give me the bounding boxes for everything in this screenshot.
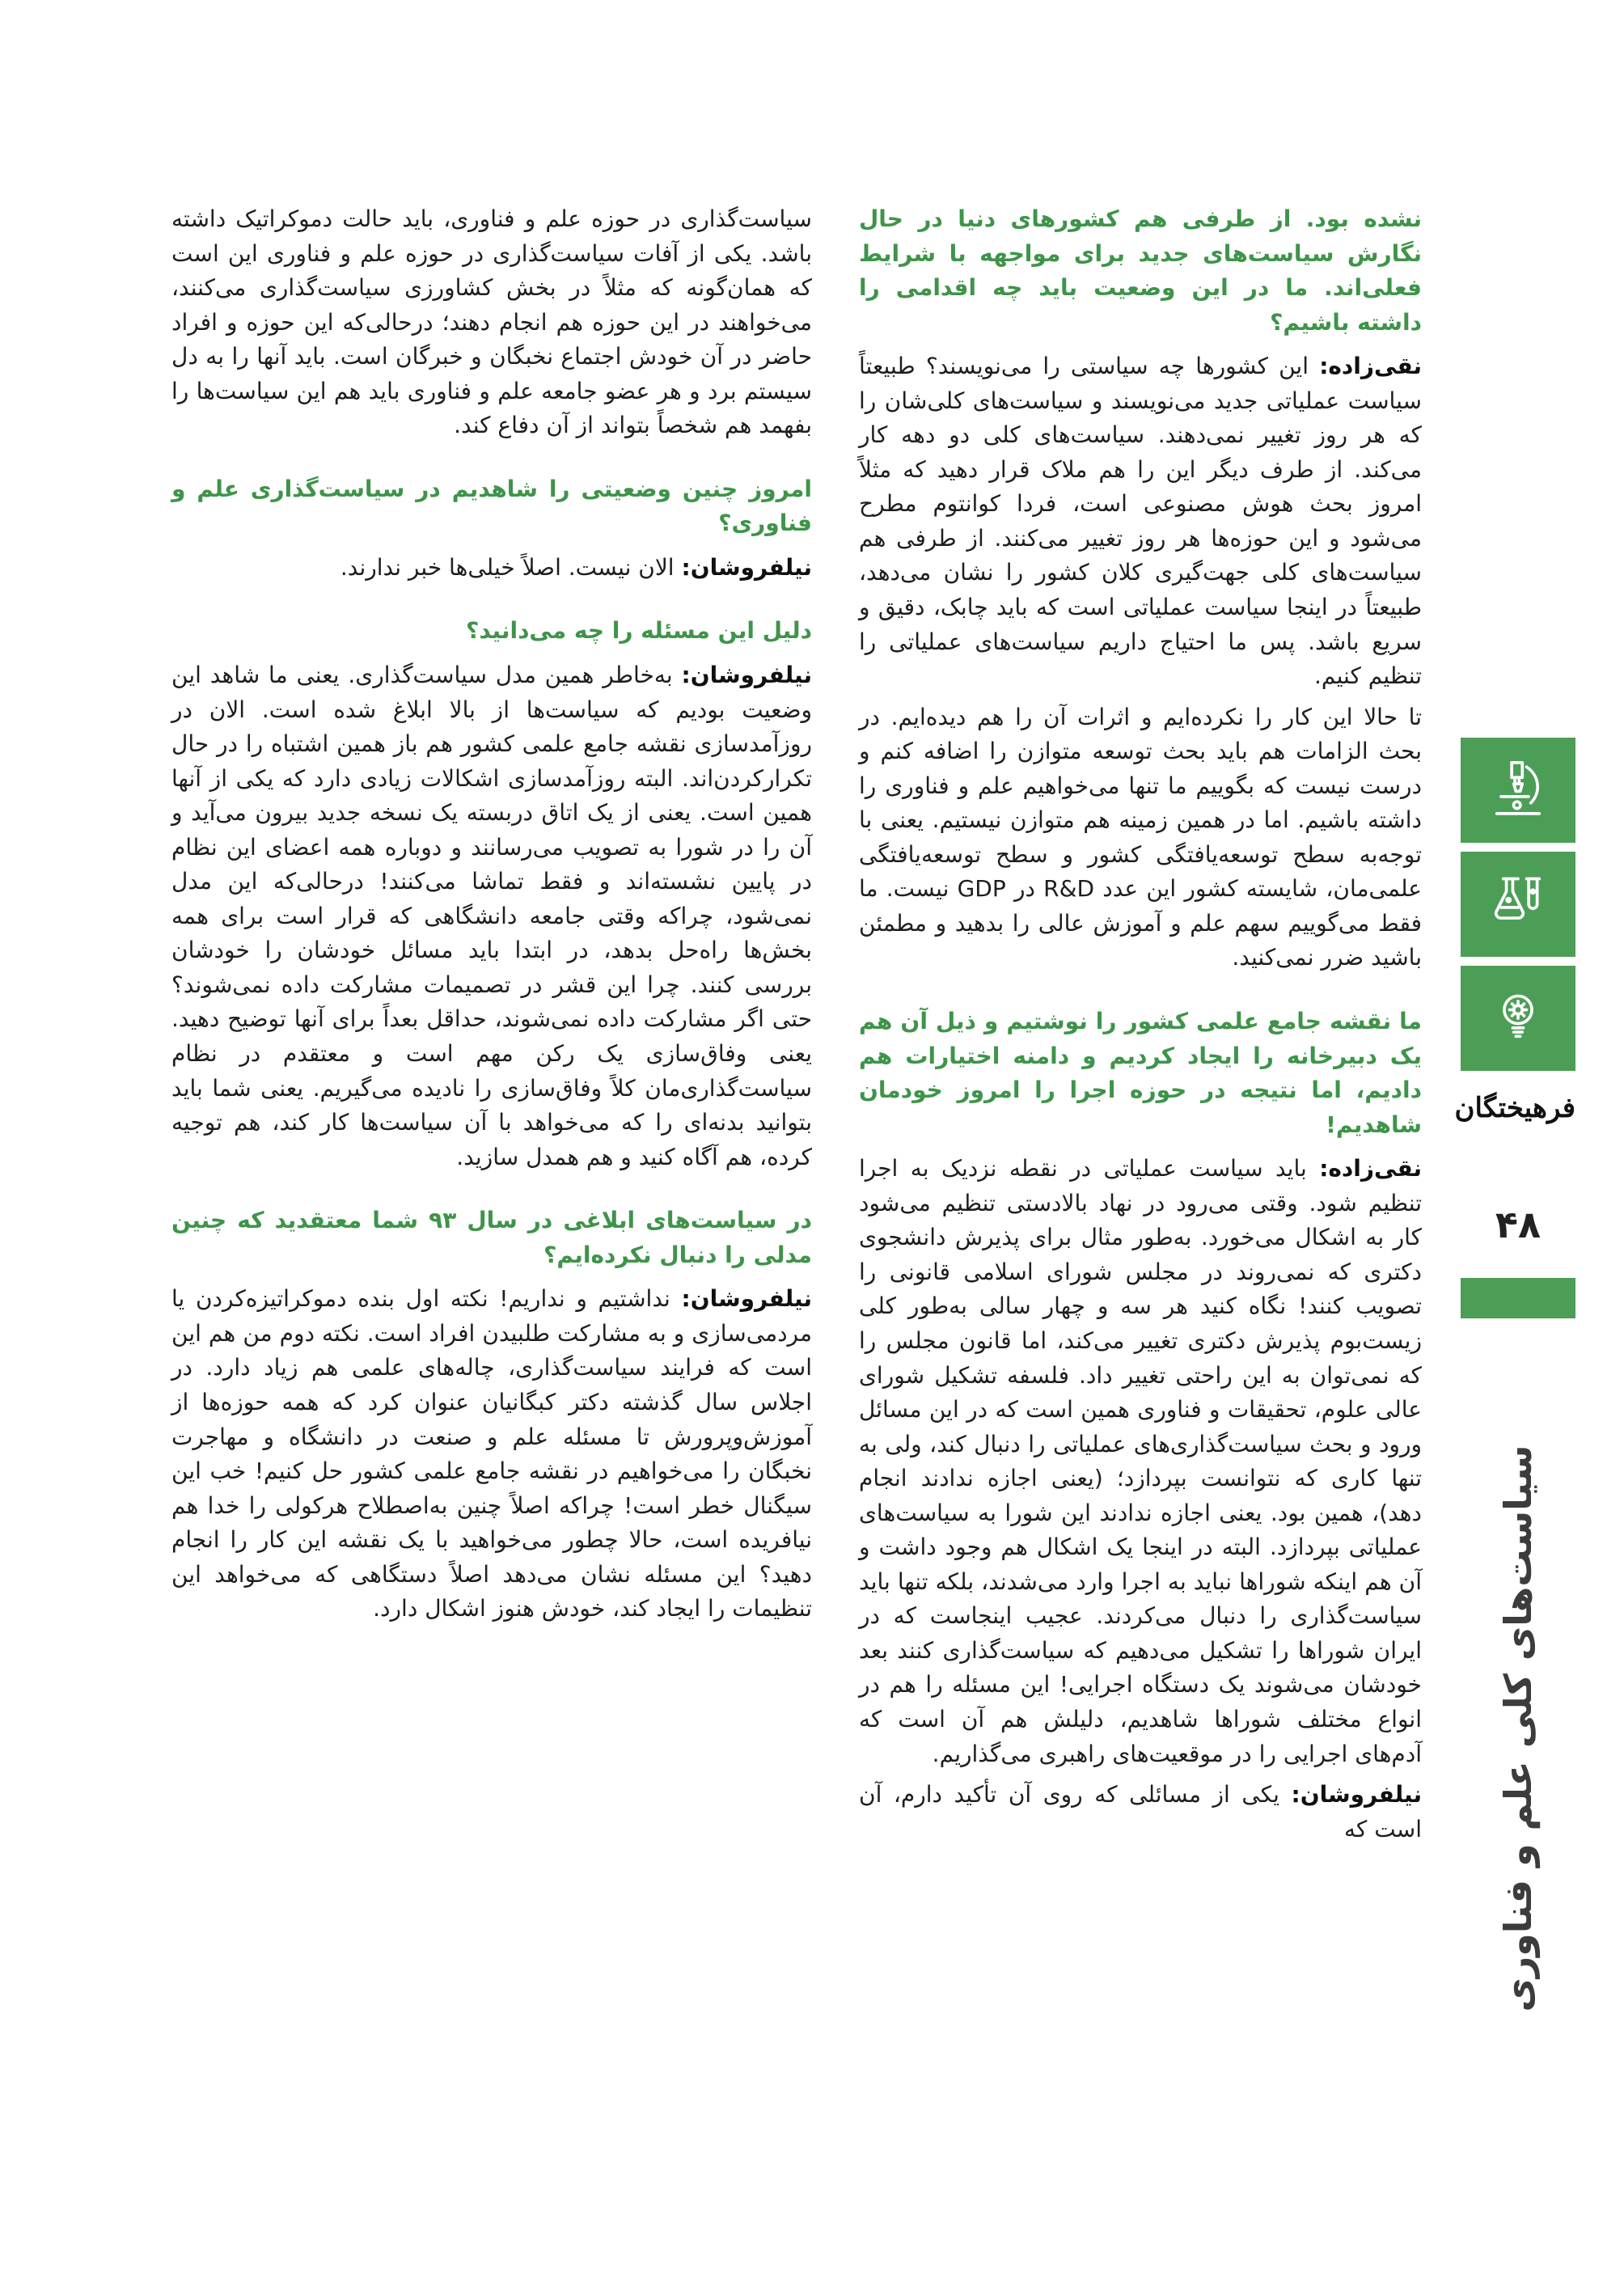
body-paragraph: سیاست‌گذاری در حوزه علم و فناوری، باید حالت دموکراتیک داشته باشد. یکی از آفات سیاست‌گذاری در حوزه علم و فناوری این است که همان‌گونه که مثلاً در بخش کشاورزی سیاست‌گذاری می‌کنند، می‌خواهند در این حوزه هم انجام دهند؛ درحالی‌که این حوزه و افراد حاضر در آن خودش اجتماع نخبگان و خبرگان است. باید آنها را به دل سیستم برد و هر عضو جامعه علم و فناوری باید هم این سیاست‌ها را بفهمد هم شخصاً بتواند از آن دفاع کند. <box>171 205 812 439</box>
left-column <box>171 202 812 1633</box>
answer-paragraph <box>859 1152 1422 1771</box>
right-column <box>859 202 1422 1853</box>
speaker-name: نقی‌زاده: <box>1319 1155 1422 1182</box>
microscope-icon <box>1484 756 1552 824</box>
question-paragraph: دلیل این مسئله را چه می‌دانید؟ <box>466 617 812 645</box>
answer-paragraph <box>171 1282 812 1626</box>
lightbulb-gear-icon <box>1484 984 1552 1052</box>
question-paragraph: امروز چنین وضعیتی را شاهدیم در سیاست‌گذاری علم و فناوری؟ <box>171 475 812 537</box>
section-divider <box>1461 1278 1575 1318</box>
speaker-name: نیلفروشان: <box>1291 1781 1422 1809</box>
answer-paragraph <box>859 1778 1422 1847</box>
sidebar-icon-tile <box>1461 966 1575 1071</box>
answer-text: به‌خاطر همین مدل سیاست‌گذاری. یعنی ما شاهد این وضعیت بودیم که سیاست‌ها از بالا ابلاغ شده است. الان در روزآمدسازی نقشه جامع علمی کشور هم باز همین اشتباه را در حال تکرارکردن‌اند. البته روزآمدسازی اشکالات زیادی دارد که یکی از آنها همین است. یعنی از یک اتاق دربسته یک نسخه جدید بیرون می‌آید و آن را در شورا به تصویب می‌رسانند و دوباره همه اعضای این نظام در پایین نشسته‌اند و فقط تماشا می‌کنند! درحالی‌که این مدل نمی‌شود، چراکه وقتی جامعه دانشگاهی که قرار است برای همه بخش‌ها راه‌حل بدهد، در ابتدا باید مسائل خودشان را خودشان بررسی کنند. چرا این قشر در تصمیمات مشارکت داده نمی‌شوند؟ حتی اگر مشارکت داده نمی‌شوند، حداقل بعداً برای آنها توضیح دهید. یعنی وفاق‌سازی یک رکن مهم است و معتقدم در نظام سیاست‌گذاری‌مان کلاً وفاق‌سازی را نادیده می‌گیریم. یعنی شما باید بتوانید بدنه‌ای را که می‌خواهد با آن سیاست‌ها کار کند، هم توجیه کرده، هم آگاه کنید و هم همدل سازید. <box>171 662 812 1170</box>
speaker-name: نیلفروشان: <box>681 1285 812 1313</box>
sidebar-icon-tile <box>1461 738 1575 843</box>
speaker-name: نیلفروشان: <box>681 553 812 581</box>
speaker-name: نقی‌زاده: <box>1319 353 1422 380</box>
brand-logo: فرهیختگان <box>1454 1092 1575 1124</box>
answer-text: یکی از مسائلی که روی آن تأکید دارم، آن است که <box>859 1781 1422 1842</box>
section-title-vertical <box>1484 1377 1552 2080</box>
answer-text: الان نیست. اصلاً خیلی‌ها خبر ندارند. <box>340 553 675 581</box>
answer-paragraph <box>171 551 812 586</box>
speaker-name: نیلفروشان: <box>681 662 812 689</box>
section-title-text: سیاست‌های کلی علم و فناوری <box>1496 1445 1540 2012</box>
question-paragraph: نشده بود. از طرفی هم کشورهای دنیا در حال نگارش سیاست‌های جدید برای مواجهه با شرایط فعلی‌اند. ما در این وضعیت باید چه اقدامی را داشته باشیم؟ <box>859 205 1422 336</box>
answer-paragraph <box>859 349 1422 693</box>
lab-flasks-icon <box>1484 870 1552 938</box>
question-paragraph: در سیاست‌های ابلاغی در سال ۹۳ شما معتقدید که چنین مدلی را دنبال نکرده‌ایم؟ <box>171 1207 812 1268</box>
answer-text: این کشورها چه سیاستی را می‌نویسند؟ طبیعتاً سیاست عملیاتی جدید می‌نویسند و سیاست‌های کلی‌شان را که هر روز تغییر نمی‌دهند. سیاست‌های کلی دو دهه کار می‌کند. از طرف دیگر این را هم ملاک قرار دهید که مثلاً امروز بحث هوش مصنوعی است، فردا کوانتوم مطرح می‌شود و این حوزه‌ها هر روز تغییر می‌کنند. از طرفی هم سیاست‌های کلی جهت‌گیری کلان کشور را نشان می‌دهد، طبیعتاً در اینجا سیاست عملیاتی است که باید چابک، دقیق و سریع باشد. پس ما احتیاج داریم سیاست‌های عملیاتی را تنظیم کنیم. <box>859 353 1422 690</box>
answer-text: نداشتیم و نداریم! نکته اول بنده دموکراتیزه‌کردن یا مردمی‌سازی و به مشارکت طلبیدن افراد است. نکته دوم من هم این است که فرایند سیاست‌گذاری، چاله‌های علمی هم زیاد دارد. در اجلاس سال گذشته دکتر کبگانیان عنوان کرد که همه حوزه‌ها از آموزش‌وپرورش تا مسئله علم و صنعت در دانشگاه و مهاجرت نخبگان را می‌خواهیم در نقشه جامع علمی کشور حل کنیم! خب این سیگنال خطر است! چراکه اصلاً چنین به‌اصطلاح هرکولی را خدا هم نیافریده است، حالا چطور می‌خواهید با یک نقشه این کار را انجام دهید؟ این مسئله نشان می‌دهد اصلاً دستگاهی که می‌خواهد این تنظیمات را ایجاد کند، خودش هنوز اشکال دارد. <box>171 1285 812 1622</box>
sidebar-icon-tile <box>1461 852 1575 957</box>
answer-text: باید سیاست عملیاتی در نقطه نزدیک به اجرا تنظیم شود. وقتی می‌رود در نهاد بالادستی تنظیم می‌شود کار به اشکال می‌خورد. به‌طور مثال برای پذیرش دانشجوی دکتری که نمی‌روند در مجلس شورای اسلامی قانونی را تصویب کنند! نگاه کنید هر سه و چهار سالی به‌طور کلی زیست‌بوم پذیرش دکتری تغییر می‌کند، اما قانون مجلس را که نمی‌توان به این راحتی تغییر داد. فلسفه تشکیل شورای عالی علوم، تحقیقات و فناوری همین است که در این مسائل ورود و بحث سیاست‌گذاری‌های عملیاتی را دنبال کند، ولی به تنها کاری که نتوانست بپردازد؛ (یعنی اجازه ندادند انجام دهد)، همین بود. یعنی اجازه ندادند این شورا به سیاست‌های عملیاتی بپردازد. البته در اینجا یک اشکال هم وجود داشت و آن هم اینکه شوراها نباید به اجرا وارد می‌شدند، بلکه تنها باید سیاست‌گذاری را دنبال می‌کردند. عجیب اینجاست که در ایران شوراها را تشکیل می‌دهیم که سیاست‌گذاری کنند بعد خودشان می‌شوند یک دستگاه اجرایی! این مسئله را هم در انواع مختلف شوراها شاهدیم، دلیلش هم آن است که آدم‌های اجرایی را در موقعیت‌های راهبری می‌گذاریم. <box>859 1155 1422 1767</box>
body-paragraph: تا حالا این کار را نکرده‌ایم و اثرات آن را هم دیده‌ایم. در بحث الزامات هم باید بحث توسعه متوازن را اضافه کنم و درست نیست که بگوییم ما تنها می‌خواهیم علم و فناوری را داشته باشیم. اما در همین زمینه هم متوازن نیستیم. یعنی با توجه‌به سطح توسعه‌یافتگی کشور و سطح توسعه‌یافتگی علمی‌مان، شایسته کشور این عدد R&D در GDP نیست. ما فقط می‌گوییم سهم علم و آموزش عالی را بدهید و مطمئن باشید ضرر نمی‌کنید. <box>859 703 1422 971</box>
question-paragraph: ما نقشه جامع علمی کشور را نوشتیم و ذیل آن هم یک دبیرخانه را ایجاد کردیم و دامنه اختیارات هم دادیم، اما نتیجه در حوزه اجرا را امروز خودمان شاهدیم! <box>859 1008 1422 1138</box>
page-number: ۴۸ <box>1495 1203 1542 1246</box>
answer-paragraph <box>171 658 812 1174</box>
